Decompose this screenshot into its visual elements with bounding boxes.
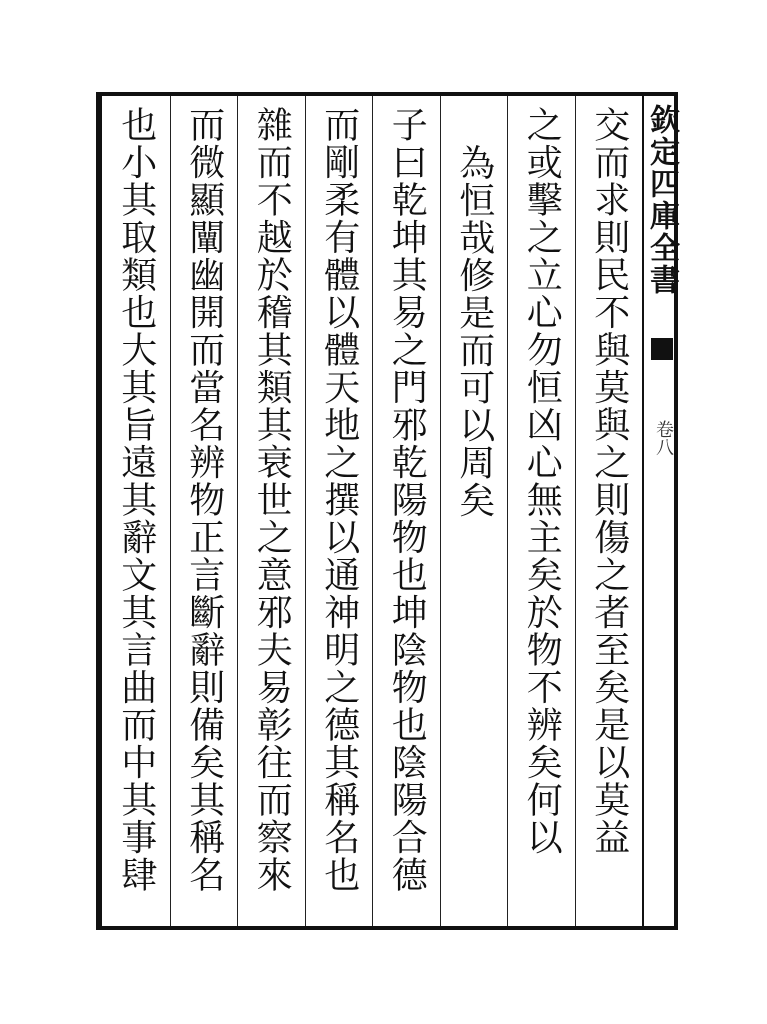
fish-tail-mark: [651, 338, 673, 360]
column-text: 雜而不越於稽其類其衰世之意邪夫易彰往而察來: [251, 106, 293, 894]
column-text: 為恒哉修是而可以周矣: [453, 144, 495, 519]
text-column-4: [372, 96, 440, 926]
margin-book-title: 欽定四庫全書: [644, 104, 679, 296]
text-column-3: [440, 96, 508, 926]
column-text: 交而求則民不與莫與之則傷之者至矣是以莫益: [588, 106, 630, 856]
column-text: 也小其取類也大其旨遠其辭文其言曲而中其事肆: [115, 106, 157, 894]
text-column-5: [305, 96, 373, 926]
text-column-1: [575, 96, 643, 926]
text-column-8: [102, 96, 170, 926]
text-column-6: [237, 96, 305, 926]
column-text: 之或擊之立心勿恒凶心無主矣於物不辨矣何以: [521, 106, 563, 856]
margin-volume-label: 卷八: [653, 420, 674, 456]
column-text: 而剛柔有體以體天地之撰以通神明之德其稱名也: [318, 106, 360, 894]
text-column-2: [507, 96, 575, 926]
column-text: 而微顯闡幽開而當名辨物正言斷辭則備矣其稱名: [183, 106, 225, 894]
text-column-7: [170, 96, 238, 926]
text-columns: [102, 96, 642, 926]
column-text: 子曰乾坤其易之門邪乾陽物也坤陰物也陰陽合德: [386, 106, 428, 894]
